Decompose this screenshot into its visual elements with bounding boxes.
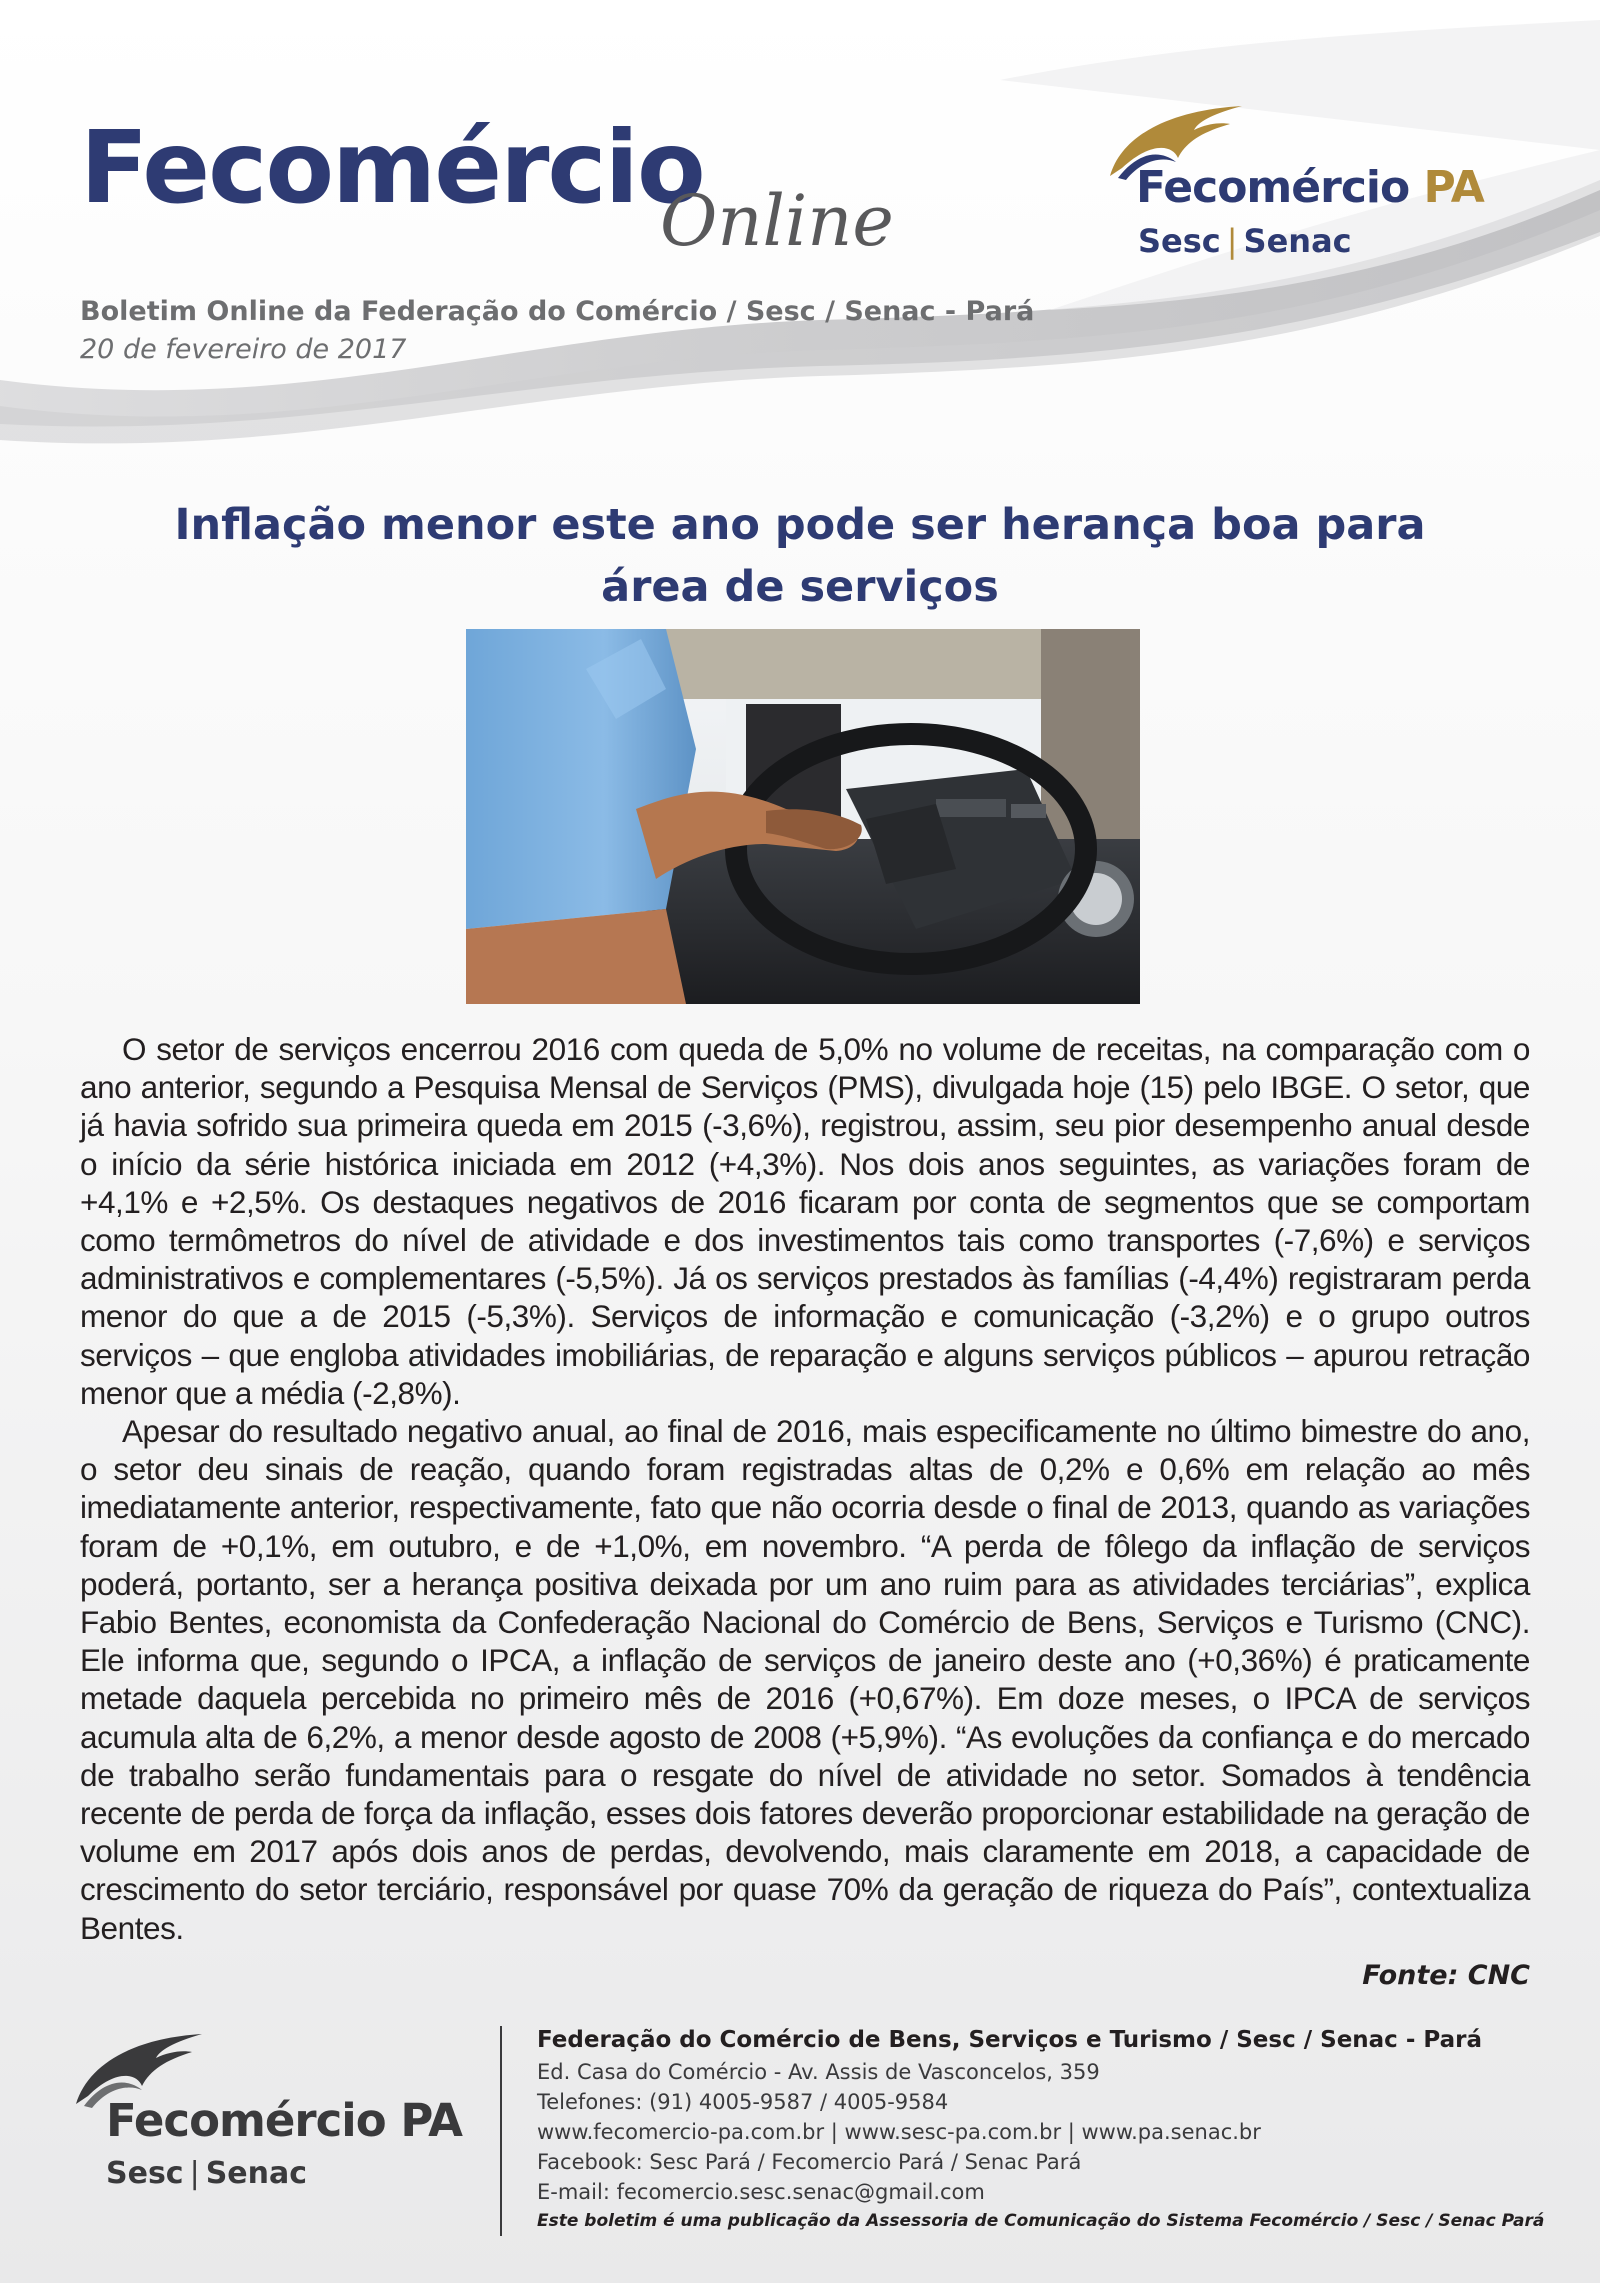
footer-email: E-mail: fecomercio.sesc.senac@gmail.com xyxy=(537,2180,985,2204)
footer-phones: Telefones: (91) 4005-9587 / 4005-9584 xyxy=(537,2090,949,2114)
article-body xyxy=(80,1030,1530,1947)
logo-brand-name: Fecomércio PA xyxy=(1136,162,1484,213)
masthead xyxy=(80,109,980,298)
footer-address: Ed. Casa do Comércio - Av. Assis de Vasconcelos, 359 xyxy=(537,2060,1100,2084)
masthead-subtitle: Online xyxy=(660,180,894,262)
fecomercio-pa-logo xyxy=(1100,98,1520,268)
bulletin-description: Boletim Online da Federação do Comércio / Sesc / Senac - Pará xyxy=(80,296,1035,327)
footer-facebook: Facebook: Sesc Pará / Fecomercio Pará / Senac Pará xyxy=(537,2150,1082,2174)
logo-brand-sub: Sesc | Senac xyxy=(1138,222,1352,260)
article-photo xyxy=(466,629,1140,1004)
footer-organization: Federação do Comércio de Bens, Serviços e Turismo / Sesc / Senac - Pará xyxy=(537,2027,1482,2053)
publication-date: 20 de fevereiro de 2017 xyxy=(80,334,407,365)
article-paragraph: O setor de serviços encerrou 2016 com queda de 5,0% no volume de receitas, na comparação com o ano anterior, segundo a Pesquisa Mensal de Serviços (PMS), divulgada hoje (15) pelo IBGE. O setor, que já havia sofrido sua primeira queda em 2015 (-3,6%), registrou, assim, seu pior desempenho anual desde o início da série histórica iniciada em 2012 (+4,3%). Nos dois anos seguintes, as variações foram de +4,1% e +2,5%. Os destaques negativos de 2016 ficaram por conta de segmentos que se comportam como termômetros do nível de atividade e dos investimentos tais como transportes (-7,6%) e serviços administrativos e complementares (-5,5%). Já os serviços prestados às famílias (-4,4%) registraram perda menor do que a de 2015 (-5,3%). Serviços de informação e comunicação (-3,2%) e o grupo outros serviços – que engloba atividades imobiliárias, de reparação e alguns serviços públicos – apurou retração menor que a média (-2,8%). xyxy=(80,1031,1530,1411)
article-paragraph: Apesar do resultado negativo anual, ao final de 2016, mais especificamente no último bimestre do ano, o setor deu sinais de reação, quando foram registradas altas de 0,2% e 0,6% em relação ao mês imediatamente anterior, respectivamente, fato que não ocorria desde o final de 2013, quando as variações foram de +0,1%, em outubro, e de +1,0%, em novembro. “A perda de fôlego da inflação de serviços poderá, portanto, ser a herança positiva deixada por um ano ruim para as atividades terciárias”, explica Fabio Bentes, economista da Confederação Nacional do Comércio de Bens, Serviços e Turismo (CNC). Ele informa que, segundo o IPCA, a inflação de serviços de janeiro deste ano (+0,36%) é praticamente metade daquela percebida no primeiro mês de 2016 (+0,67%). Em doze meses, o IPCA de serviços acumula alta de 6,2%, a menor desde agosto de 2008 (+5,9%). “As evoluções da confiança e do mercado de trabalho serão fundamentais para o resgate do nível de atividade no setor. Somados à tendência recente de perda de força da inflação, esses dois fatores deverão proporcionar estabilidade na geração de volume em 2017 após dois anos de perdas, devolvendo, mais claramente em 2018, a capacidade de crescimento do setor terciário, responsável por quase 70% da geração de riqueza do País”, contextualiza Bentes. xyxy=(80,1413,1530,1946)
masthead-title: Fecomércio xyxy=(80,109,704,226)
logo-brand-sub: Sesc | Senac xyxy=(106,2156,308,2191)
footer-publication-note: Este boletim é uma publicação da Assessoria de Comunicação do Sistema Fecomércio / Sesc / Senac Pará xyxy=(537,2211,1545,2231)
logo-brand-name: Fecomércio PA xyxy=(106,2094,463,2147)
footer-divider xyxy=(500,2026,502,2236)
footer-websites: www.fecomercio-pa.com.br | www.sesc-pa.com.br | www.pa.senac.br xyxy=(537,2120,1261,2144)
article-headline: Inflação menor este ano pode ser herança boa para área de serviços xyxy=(174,500,1426,612)
article-source: Fonte: CNC xyxy=(1362,1960,1530,1991)
footer-contact xyxy=(537,2023,1544,2235)
footer-fecomercio-pa-logo xyxy=(70,2030,490,2191)
